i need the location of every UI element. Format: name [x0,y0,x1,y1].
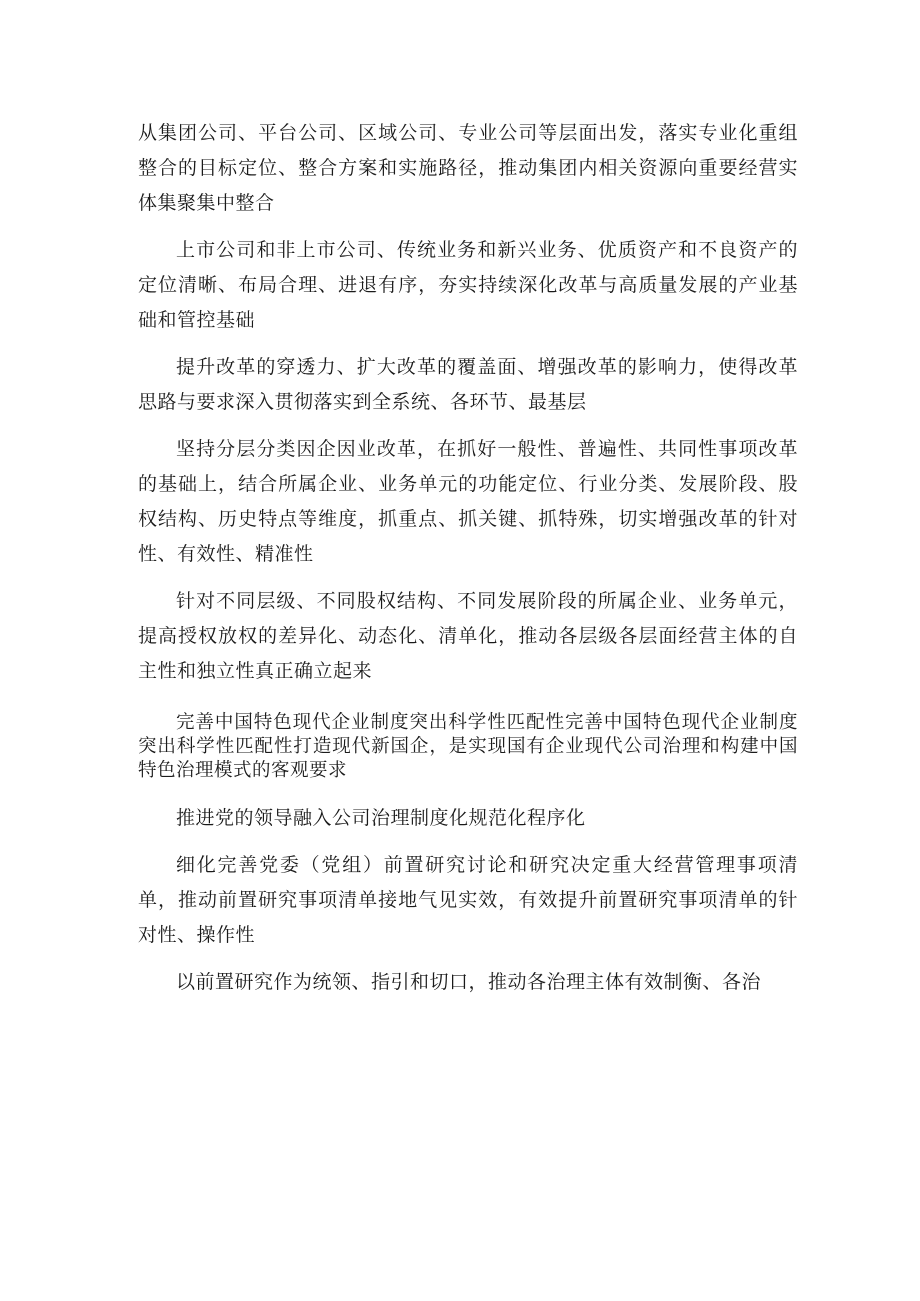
paragraph-1: 从集团公司、平台公司、区域公司、专业公司等层面出发，落实专业化重组整合的目标定位、整合方案和实施路径，推动集团内相关资源向重要经营实体集聚集中整合 [138,122,798,214]
paragraph-8: 细化完善党委（党组）前置研究讨论和研究决定重大经营管理事项清单，推动前置研究事项清单接地气见实效，有效提升前置研究事项清单的针对性、操作性 [138,854,798,946]
paragraph-3: 提升改革的穿透力、扩大改革的覆盖面、增强改革的影响力，使得改革思路与要求深入贯彻落实到全系统、各环节、最基层 [138,356,798,413]
paragraph-9: 以前置研究作为统领、指引和切口，推动各治理主体有效制衡、各治 [176,971,762,993]
paragraph-5: 针对不同层级、不同股权结构、不同发展阶段的所属企业、业务单元，提高授权放权的差异化、动态化、清单化，推动各层级各层面经营主体的自主性和独立性真正确立起来 [138,590,798,682]
paragraph-6: 完善中国特色现代企业制度突出科学性匹配性完善中国特色现代企业制度突出科学性匹配性打造现代新国企，是实现国有企业现代公司治理和构建中国特色治理模式的客观要求 [138,712,798,781]
document-body [138,116,798,1000]
paragraph-4: 坚持分层分类因企因业改革，在抓好一般性、普遍性、共同性事项改革的基础上，结合所属企业、业务单元的功能定位、行业分类、发展阶段、股权结构、历史特点等维度，抓重点、抓关键、抓特殊，切实增强改革的针对性、有效性、精准性 [138,438,798,565]
paragraph-2: 上市公司和非上市公司、传统业务和新兴业务、优质资产和不良资产的定位清晰、布局合理、进退有序，夯实持续深化改革与高质量发展的产业基础和管控基础 [138,239,798,331]
paragraph-7: 推进党的领导融入公司治理制度化规范化程序化 [176,807,586,829]
